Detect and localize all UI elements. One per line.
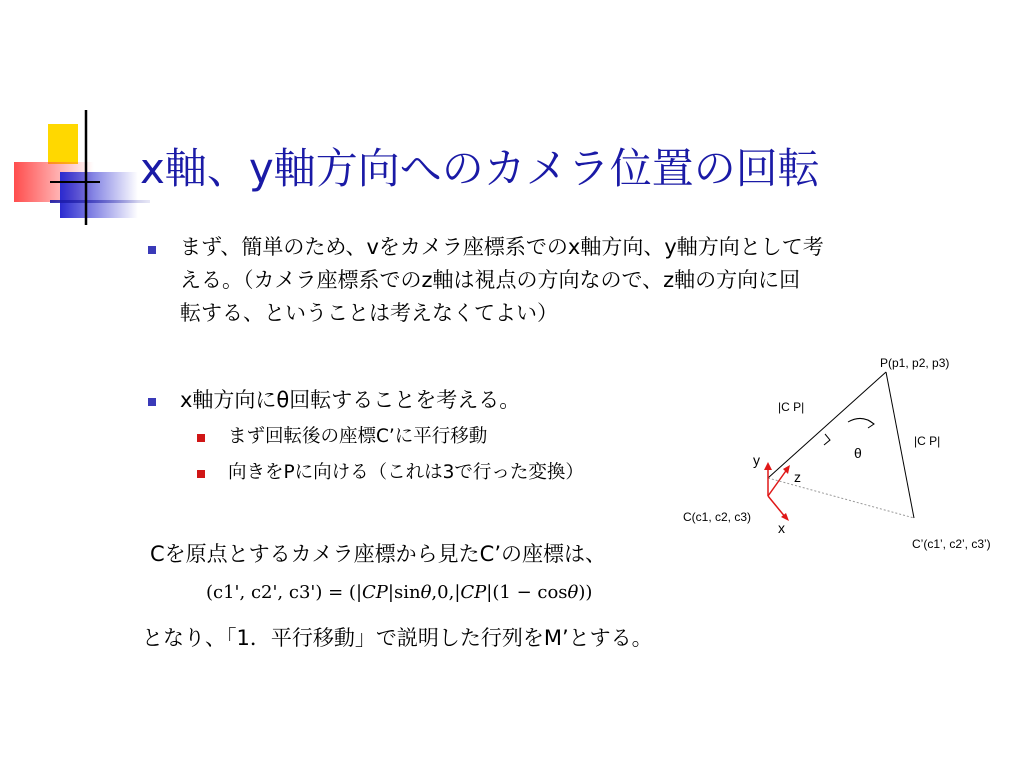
abs-bar: | [454, 582, 461, 603]
bullet-1-line-1: まず、簡単のため、vをカメラ座標系でのx軸方向、y軸方向として考 [180, 235, 824, 259]
abs-bar: | [355, 582, 363, 603]
matrix-sentence: となり、「1．平行移動」で説明した行列をM’とする。 [142, 626, 653, 650]
formula-sin: sin [393, 582, 421, 603]
formula-zero: ,0, [431, 582, 455, 603]
formula-close: )) [578, 582, 593, 603]
edge-c-cprime [768, 478, 914, 518]
formula-cos: (1 − cos [492, 582, 568, 603]
bullet-1-line-2: える。（カメラ座標系でのz軸は視点の方向なので、z軸の方向に回 [180, 268, 801, 292]
label-p: P(p1, p2, p3) [880, 356, 950, 370]
bullet-1-line-3: 転する、ということは考えなくてよい） [180, 301, 558, 325]
label-theta: θ [854, 445, 862, 461]
formula-lhs: (c1', c2', c3') = ( [206, 582, 356, 603]
label-y: y [753, 452, 760, 468]
edge-p-c [768, 372, 886, 478]
formula-cp: CP [362, 582, 388, 603]
sub-bullet-marker [197, 434, 205, 442]
label-c: C(c1, c2, c3) [683, 510, 752, 524]
formula-theta: θ [567, 582, 579, 603]
label-c-prime: C’(c1’, c2’, c3’) [912, 537, 991, 551]
z-axis [768, 468, 788, 496]
sub-bullet-marker [197, 470, 205, 478]
theta-arrowhead [868, 420, 874, 428]
label-x: x [778, 520, 785, 536]
sub-bullet-1-text: まず回転後の座標C’に平行移動 [228, 426, 488, 447]
bullet-marker [146, 396, 158, 408]
sub-bullet-2-text: 向きをPに向ける（これは3で行った変換） [228, 462, 584, 483]
bullet-marker [146, 244, 158, 256]
rotation-diagram [600, 350, 1024, 570]
formula [206, 582, 592, 603]
abs-bar: | [486, 582, 493, 603]
right-angle-marker [824, 434, 830, 445]
bullet-2-text: x軸方向にθ回転することを考える。 [180, 388, 521, 412]
label-z: z [794, 469, 801, 485]
y-axis-arrowhead [764, 462, 772, 470]
label-cp-left: |C P| [778, 400, 805, 414]
bullet-1-text [180, 231, 824, 330]
slide-title: x軸、y軸方向へのカメラ位置の回転 [140, 144, 820, 193]
label-cp-right: |C P| [914, 434, 941, 448]
corner-decoration [0, 0, 150, 240]
formula-theta: θ [420, 582, 432, 603]
coordinate-sentence: Cを原点とするカメラ座標から見たC’の座標は、 [150, 542, 606, 566]
abs-bar: | [387, 582, 394, 603]
x-axis [768, 496, 786, 518]
formula-cp: CP [460, 582, 487, 603]
edge-p-cprime [886, 372, 914, 518]
